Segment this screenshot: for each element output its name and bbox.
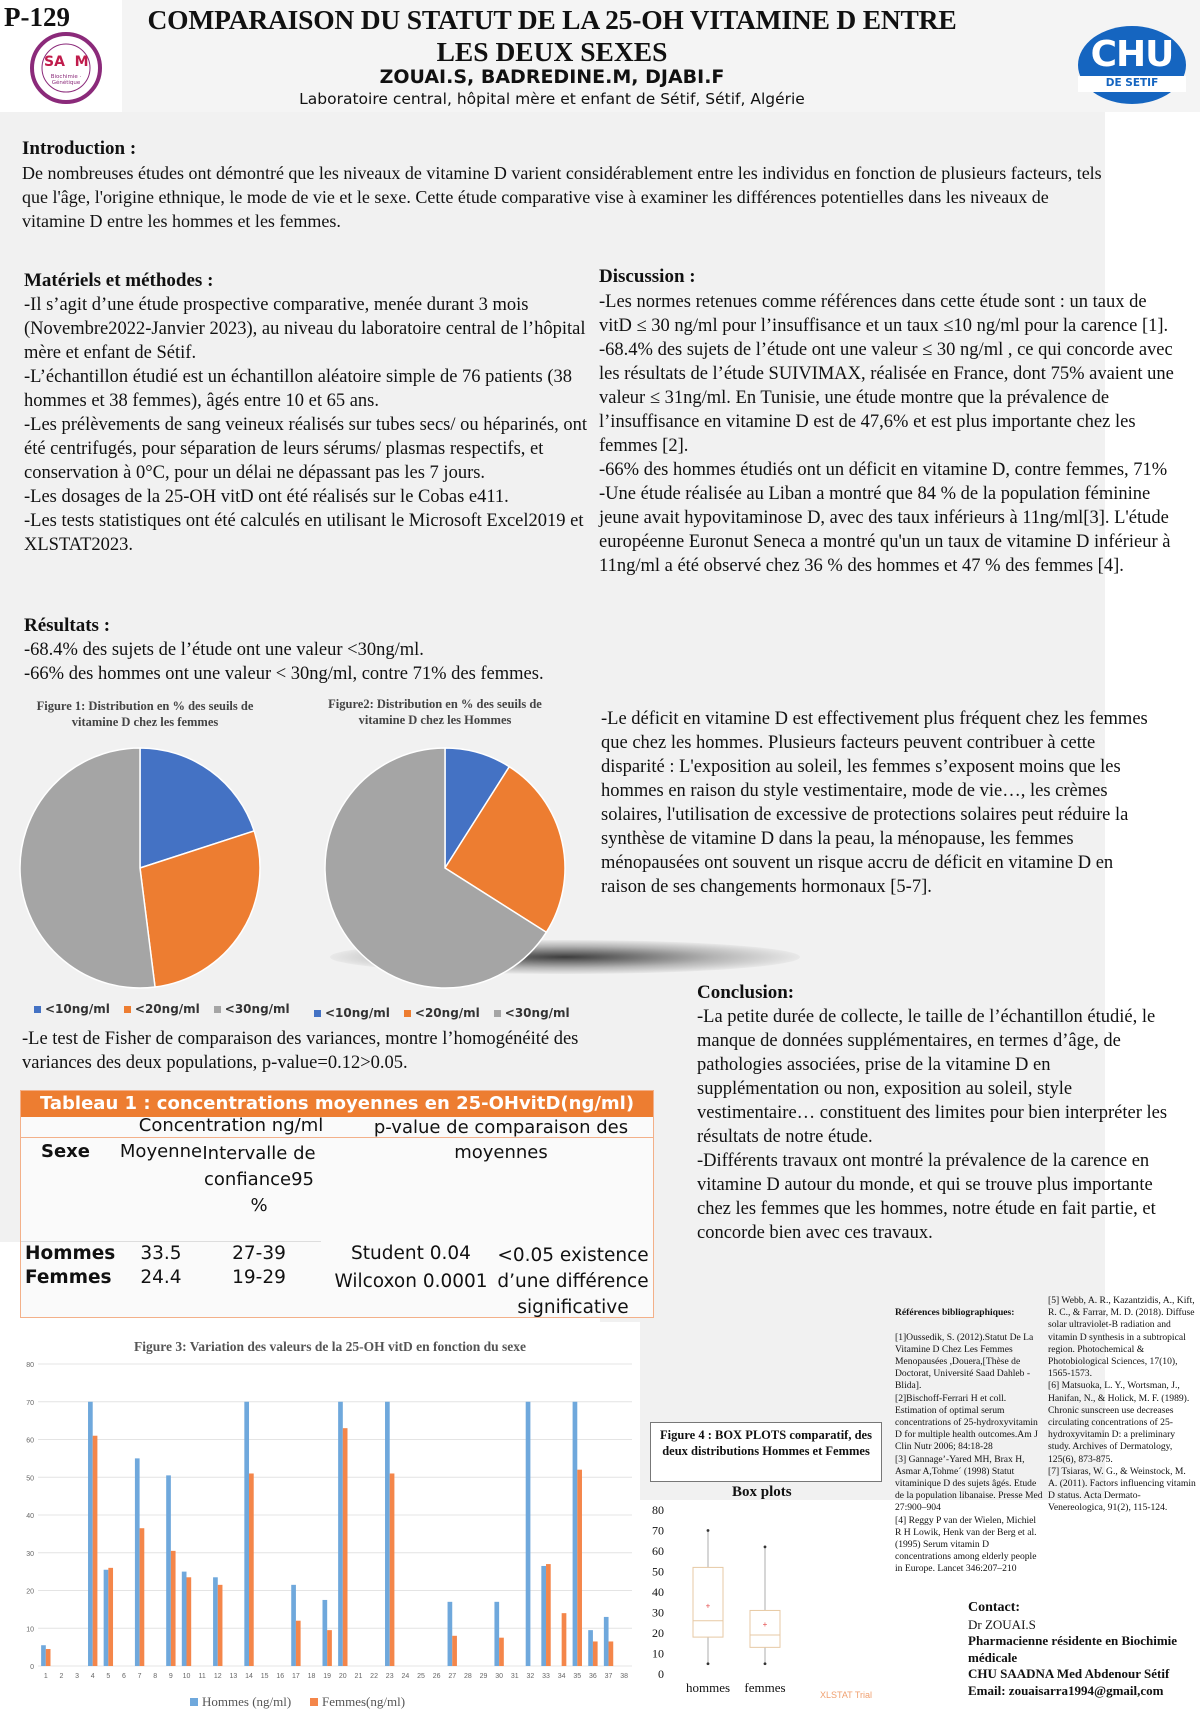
legend-item-lt20 — [124, 1002, 200, 1016]
bar-femmes-14 — [249, 1473, 254, 1666]
references-heading: Références bibliographiques: — [895, 1307, 1015, 1319]
results-heading: Résultats : — [24, 615, 111, 636]
table-header-sexe: Sexe — [41, 1141, 90, 1162]
bar-femmes-23 — [390, 1473, 395, 1666]
box-ytick-label: 10 — [652, 1646, 664, 1661]
bar-legend-label: Hommes (ng/ml) — [202, 1694, 292, 1709]
bar-xtick-label: 21 — [354, 1673, 363, 1680]
bar-ytick-label: 30 — [26, 1550, 34, 1558]
bar-ytick-label: 80 — [26, 1362, 34, 1369]
bar-xtick-label: 4 — [90, 1673, 95, 1680]
box-mean-marker: + — [705, 1601, 711, 1611]
table-1 — [20, 1090, 654, 1318]
bar-legend-label: Femmes(ng/ml) — [322, 1694, 406, 1709]
figure1-caption: Figure 1: Distribution en % des seuils de vitamine D chez les femmes — [36, 699, 254, 729]
logo-chu-setif — [1078, 26, 1186, 104]
bar-xtick-label: 29 — [479, 1673, 488, 1680]
bar-xtick-label: 11 — [198, 1673, 206, 1680]
bar-hommes-35 — [573, 1402, 578, 1666]
legend-label: <20ng/ml — [134, 1002, 200, 1016]
legend-label: <30ng/ml — [504, 1006, 570, 1020]
table-row-femmes-moyenne: 24.4 — [140, 1267, 182, 1288]
bar-xtick-label: 1 — [43, 1673, 48, 1680]
bar-xtick-label: 6 — [122, 1673, 126, 1680]
discussion-text-2: -Le déficit en vitamine D est effectivement plus fréquent chez les femmes que chez les hommes. Plusieurs facteurs peuvent contribuer à cette disparité : L'exposition au soleil, les femmes s’exposent moins que les hommes en raison du style vestimentaire, mode de vie…, les crèmes solaires, l'utilisation de excessive de protections solaires peut réduire la synthèse de vitamine D dans la peau, la ménopause, les femmes ménopausées ont souvent un risque accru de déficit en vitamine D en raison de ses changements hormonaux [5-7]. — [601, 709, 1148, 897]
references-column-2: [5] Webb, A. R., Kazantzidis, A., Kift, R. C., & Farrar, M. D. (2018). Diffuse solar ultraviolet-B radiation and vitamin D synthesis in a subtropical region. Photochemical & Photobiological Sciences, 17(10), 1565-1573. [6] Matsuoka, L. Y., Wortsman, J., Hanifan, N., & Holick, M. F. (1989). Chronic sunscreen use decreases circulating concentrations of 25-hydroxyvitamin D: a preliminary study. Archives of Dermatology, 125(6), 873-875. [7] Tsiaras, W. G., & Weinstock, M. A. (2011). Factors influencing vitamin D status. Acta Dermato-Venereologica, 91(2), 115-124. — [1048, 1295, 1196, 1514]
bar-xtick-label: 32 — [526, 1673, 535, 1680]
bar-xtick-label: 8 — [153, 1673, 158, 1680]
bar-xtick-label: 18 — [307, 1673, 316, 1680]
pie2-legend — [314, 1006, 570, 1020]
bar-femmes-10 — [187, 1577, 192, 1666]
table-row-femmes-sexe: Femmes — [25, 1267, 112, 1288]
results-text: -68.4% des sujets de l’étude ont une valeur <30ng/ml. -66% des hommes ont une valeur < 30ng/ml, contre 71% des femmes. — [24, 640, 544, 684]
bar-xtick-label: 9 — [168, 1673, 173, 1680]
legend-label: <10ng/ml — [45, 1002, 110, 1016]
bar-xtick-label: 5 — [106, 1673, 111, 1680]
bar-femmes-5 — [108, 1568, 113, 1666]
introduction-heading: Introduction : — [22, 138, 137, 159]
box-max-point — [707, 1529, 710, 1532]
bar-ytick-label: 0 — [30, 1664, 34, 1671]
bar-femmes-17 — [296, 1621, 301, 1666]
bar-xtick-label: 17 — [292, 1673, 300, 1680]
bar-femmes-12 — [218, 1585, 223, 1666]
contact-heading: Contact: — [968, 1600, 1021, 1615]
box-ytick-label: 40 — [652, 1585, 664, 1599]
bar-hommes-4 — [88, 1402, 93, 1666]
bar-xtick-label: 24 — [401, 1673, 410, 1680]
bar-ytick-label: 10 — [26, 1626, 34, 1634]
logo-samg-subtext: Biochimie · Génétique — [50, 74, 82, 86]
bar-ytick-label: 60 — [26, 1437, 34, 1445]
poster-title-line2: LES DEUX SEXES — [436, 36, 668, 67]
bar-xtick-label: 13 — [229, 1673, 238, 1680]
bar-xtick-label: 33 — [542, 1673, 550, 1680]
bar-xtick-label: 19 — [323, 1673, 332, 1680]
bar-hommes-10 — [182, 1572, 187, 1666]
bar-femmes-20 — [343, 1428, 348, 1666]
bar-hommes-33 — [541, 1566, 546, 1666]
table-student: Student 0.04 — [351, 1243, 471, 1264]
references-list-1: [1]Oussedik, S. (2012).Statut De La Vitamine D Chez Les Femmes Menopausées ,Douera,[Thèse de Doctorat, Université Saad Dahleb - Blida]. [2]Bischoff-Ferrari H et coll. Estimation of optimal serum concentrations of 25-hydroxyvitamin D for multiple health outcomes.Am J Clin Nutr 2006; 84:18-28 [3] Gannage’-Yared MH, Brax H, Asmar A,Tohme´ (1998) Statut vitaminique D des sujets âgés. Etude de la population libanaise. Presse Med 27:900–904 [4] Reggy P van der Wielen, Michiel R H Lowik, Henk van der Berg et al. (1995) Serum vitamin D concentrations among elderly people in Europe. Lancet 346:207–210 — [895, 1331, 1043, 1575]
bar-femmes-1 — [46, 1649, 51, 1666]
bar-femmes-37 — [609, 1641, 614, 1666]
pie-chart-hommes — [315, 738, 575, 998]
pie1-legend — [34, 1002, 290, 1016]
bar-ytick-label: 40 — [26, 1513, 34, 1520]
box-ytick-label: 70 — [652, 1523, 664, 1538]
box-plot-chart — [650, 1502, 880, 1714]
pie-chart-femmes — [10, 738, 270, 998]
table-wilcoxon: Wilcoxon 0.0001 — [334, 1271, 488, 1292]
legend-swatch-orange — [404, 1010, 411, 1017]
conclusion-text: -La petite durée de collecte, le taille de l’échantillon étudié, le manque de données supplémentaires, en termes d’âge, de pathologies associées, prise de la vitamine D en supplémentation ou non, exposition au soleil, style vestimentaire… constituent des limites pour bien interpréter les résultats de notre étude. -Différents travaux ont montré la prévalence de la carence en vitamine D autour du monde, et qui se trouve plus importante chez les femmes que les hommes, notre étude en fait partie, et concorde bien avec ces travaux. — [697, 1007, 1168, 1243]
bar-xtick-label: 20 — [338, 1673, 347, 1680]
logo-samg-text: SA M — [44, 54, 89, 70]
bar-hommes-5 — [104, 1570, 109, 1666]
discussion-heading: Discussion : — [599, 266, 696, 287]
box-ytick-label: 0 — [658, 1667, 664, 1681]
poster-authors: ZOUAI.S, BADREDINE.M, DJABI.F — [379, 66, 725, 88]
boxplot-title: Box plots — [732, 1484, 792, 1500]
legend-swatch-gray — [214, 1006, 221, 1013]
figure4-caption: Figure 4 : BOX PLOTS comparatif, des deux distributions Hommes et Femmes — [660, 1428, 872, 1458]
bar-hommes-1 — [41, 1645, 46, 1666]
table-header-pvalue: p-value de comparaison des moyennes — [373, 1117, 629, 1163]
bar-xtick-label: 34 — [557, 1673, 566, 1680]
poster-affiliation: Laboratoire central, hôpital mère et enfant de Sétif, Sétif, Algérie — [299, 90, 805, 108]
bar-xtick-label: 28 — [463, 1673, 472, 1680]
table-header-moyenne: Moyenne — [119, 1141, 203, 1162]
bar-hommes-20 — [338, 1402, 343, 1666]
bar-ytick-label: 50 — [26, 1475, 34, 1483]
bar-xtick-label: 15 — [260, 1673, 269, 1680]
bar-xtick-label: 27 — [448, 1673, 457, 1680]
bar-hommes-32 — [526, 1402, 531, 1666]
bar-xtick-label: 10 — [182, 1673, 191, 1680]
bar-xtick-label: 25 — [417, 1673, 425, 1680]
bar-xtick-label: 35 — [573, 1673, 582, 1680]
table-row-hommes-sexe: Hommes — [25, 1243, 116, 1264]
logo-chu-text: CHU — [1090, 34, 1174, 75]
box-mean-marker: + — [762, 1619, 768, 1629]
table-row-femmes-intervalle: 19-29 — [232, 1267, 286, 1288]
bar-xtick-label: 38 — [620, 1673, 629, 1680]
xlstat-watermark: XLSTAT Trial — [820, 1690, 873, 1700]
box-category-label: femmes — [744, 1680, 786, 1695]
bar-femmes-4 — [93, 1436, 98, 1666]
bar-xtick-label: 30 — [495, 1673, 504, 1680]
poster-code: P-129 — [4, 2, 70, 32]
legend-swatch-gray — [494, 1010, 501, 1017]
legend-item-lt30 — [214, 1002, 290, 1016]
bar-femmes-27 — [452, 1636, 457, 1666]
legend-item-lt30 — [494, 1006, 570, 1020]
bar-femmes-36 — [593, 1641, 598, 1666]
table-significance: <0.05 existence d’une différence significative — [497, 1245, 649, 1318]
legend-label: <10ng/ml — [325, 1006, 390, 1020]
box-min-point — [764, 1662, 767, 1665]
bar-hommes-9 — [166, 1475, 171, 1666]
bar-xtick-label: 3 — [75, 1673, 80, 1680]
bar-ytick-label: 20 — [26, 1588, 34, 1596]
box-category-label: hommes — [685, 1680, 731, 1695]
fisher-text: -Le test de Fisher de comparaison des variances, montre l’homogénéité des variances des deux populations, p-value=0.12>0.05. — [22, 1029, 579, 1073]
figure4-caption-box — [650, 1422, 882, 1482]
legend-label: <20ng/ml — [414, 1006, 480, 1020]
bar-femmes-34 — [562, 1613, 567, 1666]
bar-legend-swatch — [190, 1698, 198, 1706]
contact-name: Dr ZOUAI.S — [968, 1616, 1036, 1632]
box-max-point — [764, 1546, 767, 1549]
logo-samg — [30, 32, 102, 104]
legend-swatch-blue — [34, 1006, 41, 1013]
contact-email: Email: zouaisarra1994@gmail,com — [968, 1682, 1164, 1698]
contact-block — [968, 1600, 1200, 1699]
references-column-1 — [895, 1295, 1043, 1588]
logo-chu-subtext: DE SETIF — [1105, 77, 1159, 89]
bar-hommes-37 — [604, 1617, 609, 1666]
table-body-rule — [21, 1241, 321, 1242]
conclusion-heading: Conclusion: — [697, 982, 795, 1003]
box-ytick-label: 60 — [652, 1544, 664, 1558]
bar-hommes-12 — [213, 1577, 218, 1666]
bar-hommes-14 — [244, 1402, 249, 1666]
bar-ytick-label: 70 — [26, 1399, 34, 1407]
bar-xtick-label: 14 — [245, 1673, 253, 1680]
bar-femmes-30 — [499, 1638, 504, 1666]
box-ytick-label: 30 — [652, 1605, 664, 1620]
legend-item-lt20 — [404, 1006, 480, 1020]
bar-xtick-label: 16 — [276, 1673, 285, 1680]
bar-xtick-label: 37 — [604, 1673, 613, 1680]
table-title: Tableau 1 : concentrations moyennes en 25-OHvitD(ng/ml) — [21, 1091, 653, 1117]
introduction-text: De nombreuses études ont démontré que les niveaux de vitamine D varient considérablement entre les individus en fonction de plusieurs facteurs, tels que l'âge, l'origine ethnique, le mode de vie et le sexe. Cette étude comparative vise à examiner les différences potentielles dans les niveaux de vitamine D entre les hommes et les femmes. — [22, 163, 1102, 231]
table-row-hommes-intervalle: 27-39 — [232, 1243, 286, 1264]
legend-label: <30ng/ml — [224, 1002, 290, 1016]
box-ytick-label: 80 — [652, 1503, 664, 1517]
bar-hommes-19 — [322, 1600, 327, 1666]
figure3-caption: Figure 3: Variation des valeurs de la 25-OH vitD en fonction du sexe — [133, 1339, 526, 1354]
bar-femmes-35 — [577, 1470, 582, 1666]
legend-swatch-orange — [124, 1006, 131, 1013]
bar-hommes-36 — [588, 1630, 593, 1666]
bar-xtick-label: 23 — [385, 1673, 394, 1680]
box-ytick-label: 20 — [652, 1626, 664, 1640]
bar-xtick-label: 12 — [213, 1673, 222, 1680]
bar-femmes-9 — [171, 1551, 176, 1666]
bar-hommes-30 — [494, 1602, 499, 1666]
bar-xtick-label: 22 — [370, 1673, 378, 1680]
bar-xtick-label: 26 — [432, 1673, 441, 1680]
bar-legend-swatch — [310, 1698, 318, 1706]
bar-hommes-17 — [291, 1585, 296, 1666]
bar-xtick-label: 2 — [59, 1673, 64, 1680]
bar-femmes-19 — [327, 1630, 332, 1666]
bar-xtick-label: 31 — [510, 1673, 519, 1680]
bar-chart-vitd — [20, 1360, 640, 1714]
box-min-point — [707, 1662, 710, 1665]
bar-xtick-label: 7 — [137, 1673, 142, 1680]
table-header-concentration: Concentration ng/ml — [138, 1115, 324, 1136]
bar-hommes-23 — [385, 1402, 390, 1666]
legend-swatch-blue — [314, 1010, 321, 1017]
discussion-text-1: -Les normes retenues comme références dans cette étude sont : un taux de vitD ≤ 30 ng/ml pour l’insuffisance et un taux ≤10 ng/ml pour la carence [1]. -68.4% des sujets de l’étude ont une valeur ≤ 30 ng/ml , ce qui concorde avec les résultats de l’étude SUIVIMAX, réalisée en France, dont 75% avaient une valeur ≤ 31ng/ml. En Tunisie, une étude montre que la prévalence de l’insuffisance en vitamine D est de 47,6% et est plus importante chez les femmes [2]. -66% des hommes étudiés ont un déficit en vitamine D, contre femmes, 71% -Une étude réalisée au Liban a montré que 84 % de la population féminine jeune avait hypovitaminose D, avec des taux inférieurs à 11ng/ml[3]. L'étude européenne Euronut Seneca a montré qu'un un taux de vitamine D inférieur à 11ng/ml a été observé chez 36 % des hommes et 47 % des femmes [4]. — [599, 292, 1174, 576]
contact-role: Pharmacienne résidente en Biochimie médicale — [968, 1633, 1178, 1665]
bar-hommes-27 — [448, 1602, 453, 1666]
bar-hommes-7 — [135, 1458, 140, 1666]
contact-hospital: CHU SAADNA Med Abdenour Sétif — [968, 1666, 1170, 1681]
box-ytick-label: 50 — [652, 1564, 664, 1579]
bar-xtick-label: 36 — [589, 1673, 597, 1680]
methods-text: -Il s’agit d’une étude prospective comparative, menée durant 3 mois (Novembre2022-Janvier 2023), au niveau du laboratoire central de l’hôpital mère et enfant de Sétif. -L’échantillon étudié est un échantillon aléatoire simple de 76 patients (38 hommes et 38 femmes), âgés entre 10 et 65 ans. -Les prélèvements de sang veineux réalisés sur tubes secs/ ou héparinés, ont été centrifugés, pour séparation de leurs sérums/ plasmas respectifs, et conservation à 0°C, pour un délai ne dépassant pas les 7 jours. -Les dosages de la 25-OH vitD ont été réalisés sur le Cobas e411. -Les tests statistiques ont été calculés en utilisant le Microsoft Excel2019 et XLSTAT2023. — [24, 295, 588, 555]
bar-femmes-33 — [546, 1564, 551, 1666]
table-header-intervalle: Intervalle de confiance95 % — [202, 1143, 316, 1216]
legend-item-lt10 — [314, 1006, 390, 1020]
methods-heading: Matériels et méthodes : — [24, 270, 214, 291]
poster-title-line1: COMPARAISON DU STATUT DE LA 25-OH VITAMINE D ENTRE — [147, 4, 957, 35]
legend-item-lt10 — [34, 1002, 110, 1016]
pie-femmes-slice-3 — [20, 748, 155, 988]
bar-femmes-7 — [140, 1528, 145, 1666]
table-row-hommes-moyenne: 33.5 — [140, 1243, 182, 1264]
figure2-caption: Figure2: Distribution en % des seuils de vitamine D chez les Hommes — [328, 697, 542, 727]
